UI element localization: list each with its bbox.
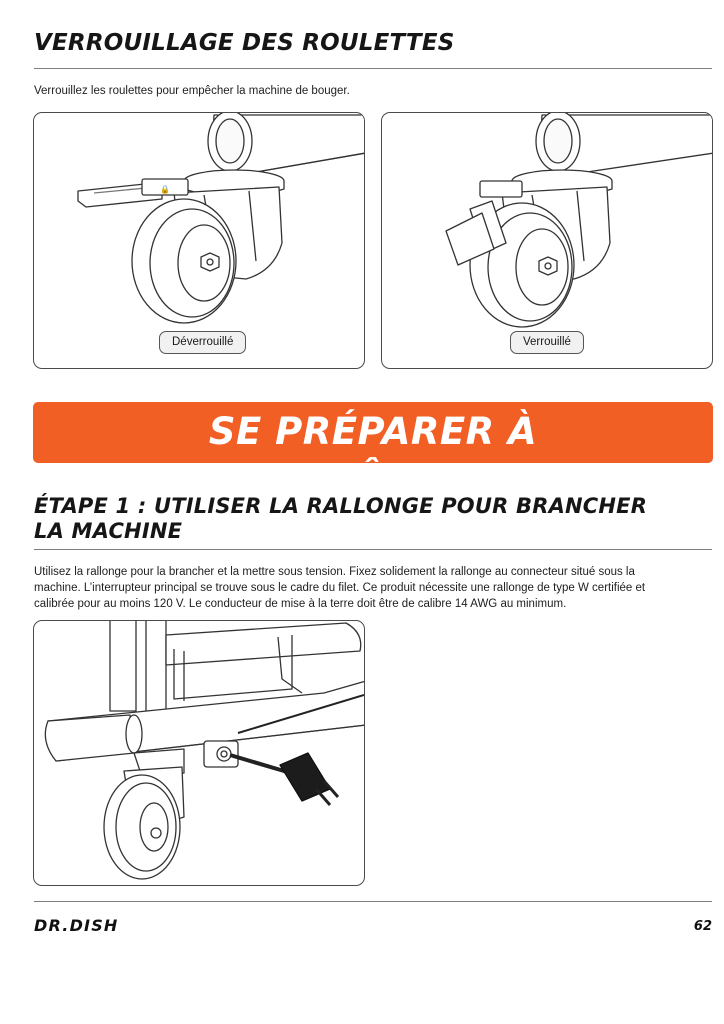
extension-cord-illustration [34, 621, 365, 886]
figure-caster-unlocked [33, 112, 365, 369]
step1-body-line: Utilisez la rallonge pour la brancher et la mettre sous tension. Fixez solidement la rallonge au connecteur situé sous la [34, 566, 635, 578]
step1-title-line2: LA MACHINE [34, 519, 183, 543]
title-divider [34, 68, 712, 69]
figure-extension-cord [33, 620, 365, 886]
figure-caster-locked [381, 112, 713, 369]
page-number: 62 [693, 919, 712, 934]
caption-unlocked: Déverrouillé [159, 331, 246, 354]
caster-lock-intro: Verrouillez les roulettes pour empêcher la machine de bouger. [34, 85, 350, 97]
step1-title [34, 494, 647, 544]
section-banner [33, 402, 713, 501]
section-title-caster-lock: VERROUILLAGE DES ROULETTES [34, 30, 455, 56]
brand-logo: DR.DISH [34, 916, 119, 935]
caption-locked: Verrouillé [510, 331, 584, 354]
banner-title: SE PRÉPARER À L’ENTRAÎNEMENT [191, 410, 555, 501]
svg-text:🔒: 🔒 [160, 185, 170, 194]
step1-body-line: calibrée pour au moins 120 V. Le conducteur de mise à la terre doit être de calibre 14 AWG au minimum. [34, 598, 567, 610]
step1-body [34, 564, 645, 612]
step1-title-line1: ÉTAPE 1 : UTILISER LA RALLONGE POUR BRANCHER [34, 494, 648, 518]
step1-body-line: machine. L’interrupteur principal se trouve sous le cadre du filet. Ce produit nécessite une rallonge de type W certifiée et [34, 582, 646, 594]
footer-divider [34, 901, 712, 902]
step1-divider [34, 549, 712, 550]
